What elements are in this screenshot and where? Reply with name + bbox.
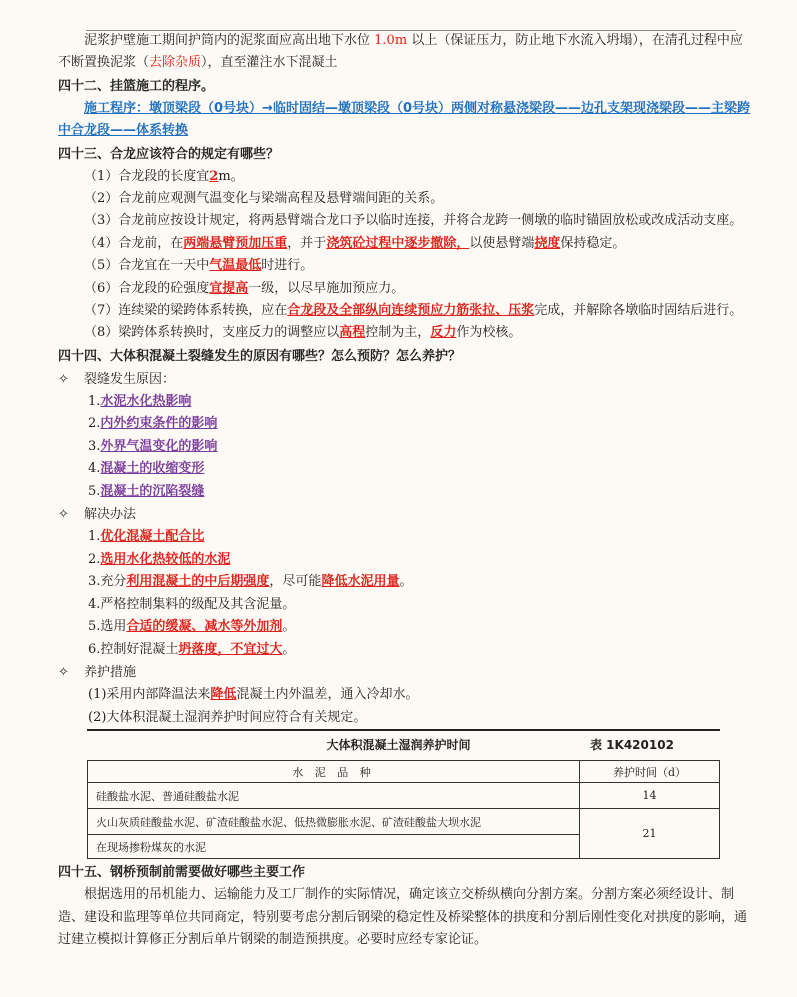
curing-item: (2)大体积混凝土湿润养护时间应符合有关规定。 xyxy=(88,709,367,725)
intro-paragraph: 泥浆护壁施工期间护筒内的泥浆面应高出地下水位 1.0m 以上（保证压力，防止地下水流入坍塌），在清孔过程中应不断置换泥浆（去除杂质），直至灌注水下混凝土 xyxy=(58,33,743,71)
steel-bridge-paragraph: 根据选用的吊机能力、运输能力及工厂制作的实际情况，确定该立交桥纵横向分割方案。分割方案必须经设计、制造、建设和监理等单位共同商定，特别要考虑分割后钢梁的稳定性及桥梁整体的拱度和分割后刚性变化对拱度的影响，通过建立模拟计算修正分割后单片钢梁的制造预拱度。必要时应经专家论证。 xyxy=(58,887,748,948)
curing-item: (1)采用内部降温法来降低混凝土内外温差，通入冷却水。 xyxy=(88,687,419,703)
solution-item: 2.选用水化热较低的水泥 xyxy=(88,551,231,567)
table-cell: 硅酸盐水泥、普通硅酸盐水泥 xyxy=(88,783,580,809)
section-45-title: 四十五、钢桥预制前需要做好哪些主要工作 xyxy=(58,865,306,881)
document-page xyxy=(58,30,750,952)
table-title: 大体积混凝土湿润养护时间 xyxy=(326,737,471,752)
closure-rule-8: （8）梁跨体系转换时，支座反力的调整应以高程控制为主，反力作为校核。 xyxy=(84,325,522,341)
section-42-title: 四十二、挂篮施工的程序。 xyxy=(58,78,215,94)
solution-item: 4.严格控制集料的级配及其含泥量。 xyxy=(88,596,296,612)
construction-procedure: 施工程序：墩顶梁段（0号块）→临时固结—墩顶梁段（0号块）两侧对称悬浇梁段——边孔支架现浇梁段——主梁跨中合龙段——体系转换 xyxy=(58,100,750,139)
cause-item: 3.外界气温变化的影响 xyxy=(88,438,218,454)
table-cell: 21 xyxy=(580,809,720,859)
closure-rule-2: （2）合龙前应观测气温变化与梁端高程及悬臂端间距的关系。 xyxy=(84,191,444,207)
diamond-bullet-icon: ✧ xyxy=(58,665,69,681)
diamond-bullet-icon: ✧ xyxy=(58,371,69,387)
solution-item: 6.控制好混凝土坍落度，不宜过大。 xyxy=(88,641,296,657)
table-row xyxy=(88,783,720,809)
table-header-row xyxy=(88,761,720,783)
table-cell: 14 xyxy=(580,783,720,809)
header-curing-days: 养护时间（d） xyxy=(580,761,720,783)
cause-item: 1.水泥水化热影响 xyxy=(88,393,192,409)
cause-item: 2.内外约束条件的影响 xyxy=(88,416,218,432)
closure-rule-7: （7）连续梁的梁跨体系转换，应在合龙段及全部纵向连续预应力筋张拉、压浆完成，并解除各墩临时固结后进行。 xyxy=(84,303,743,319)
curing-time-table xyxy=(87,760,720,859)
causes-heading: ✧ 裂缝发生原因： xyxy=(58,368,750,391)
solution-item: 1.优化混凝土配合比 xyxy=(88,529,205,545)
curing-heading: ✧ 养护措施 xyxy=(58,661,750,684)
header-cement-type: 水 泥 品 种 xyxy=(88,761,580,783)
solution-item: 3.充分利用混凝土的中后期强度，尽可能降低水泥用量。 xyxy=(88,574,413,590)
closure-rule-6: （6）合龙段的砼强度宜提高一级，以尽早施加预应力。 xyxy=(84,280,405,296)
cause-item: 4.混凝土的收缩变形 xyxy=(88,461,205,477)
solutions-heading: ✧ 解决办法 xyxy=(58,503,750,526)
closure-rule-3: （3）合龙前应按设计规定，将两悬臂端合龙口予以临时连接，并将合龙跨一侧墩的临时锚固放松或改成活动支座。 xyxy=(84,213,743,229)
table-cell: 在现场掺粉煤灰的水泥 xyxy=(88,835,580,859)
closure-rule-5: （5）合龙宜在一天中气温最低时进行。 xyxy=(84,258,314,274)
section-43-title: 四十三、合龙应该符合的规定有哪些？ xyxy=(58,146,280,162)
solution-item: 5.选用合适的缓凝、减水等外加剂。 xyxy=(88,619,296,635)
table-cell: 火山灰质硅酸盐水泥、矿渣硅酸盐水泥、低热微膨胀水泥、矿渣硅酸盐大坝水泥 xyxy=(88,809,580,835)
diamond-bullet-icon: ✧ xyxy=(58,507,69,523)
table-caption xyxy=(87,729,720,757)
table-row xyxy=(88,809,720,835)
closure-rule-4: （4）合龙前，在两端悬臂预加压重，并于浇筑砼过程中逐步撤除，以使悬臂端挠度保持稳定。 xyxy=(84,235,626,251)
cause-item: 5.混凝土的沉陷裂缝 xyxy=(88,483,205,499)
table-code: 表 1K420102 xyxy=(590,737,674,752)
closure-rule-1: （1）合龙段的长度宜2m。 xyxy=(84,168,244,184)
section-44-title: 四十四、大体积混凝土裂缝发生的原因有哪些？怎么预防？怎么养护？ xyxy=(58,348,462,364)
